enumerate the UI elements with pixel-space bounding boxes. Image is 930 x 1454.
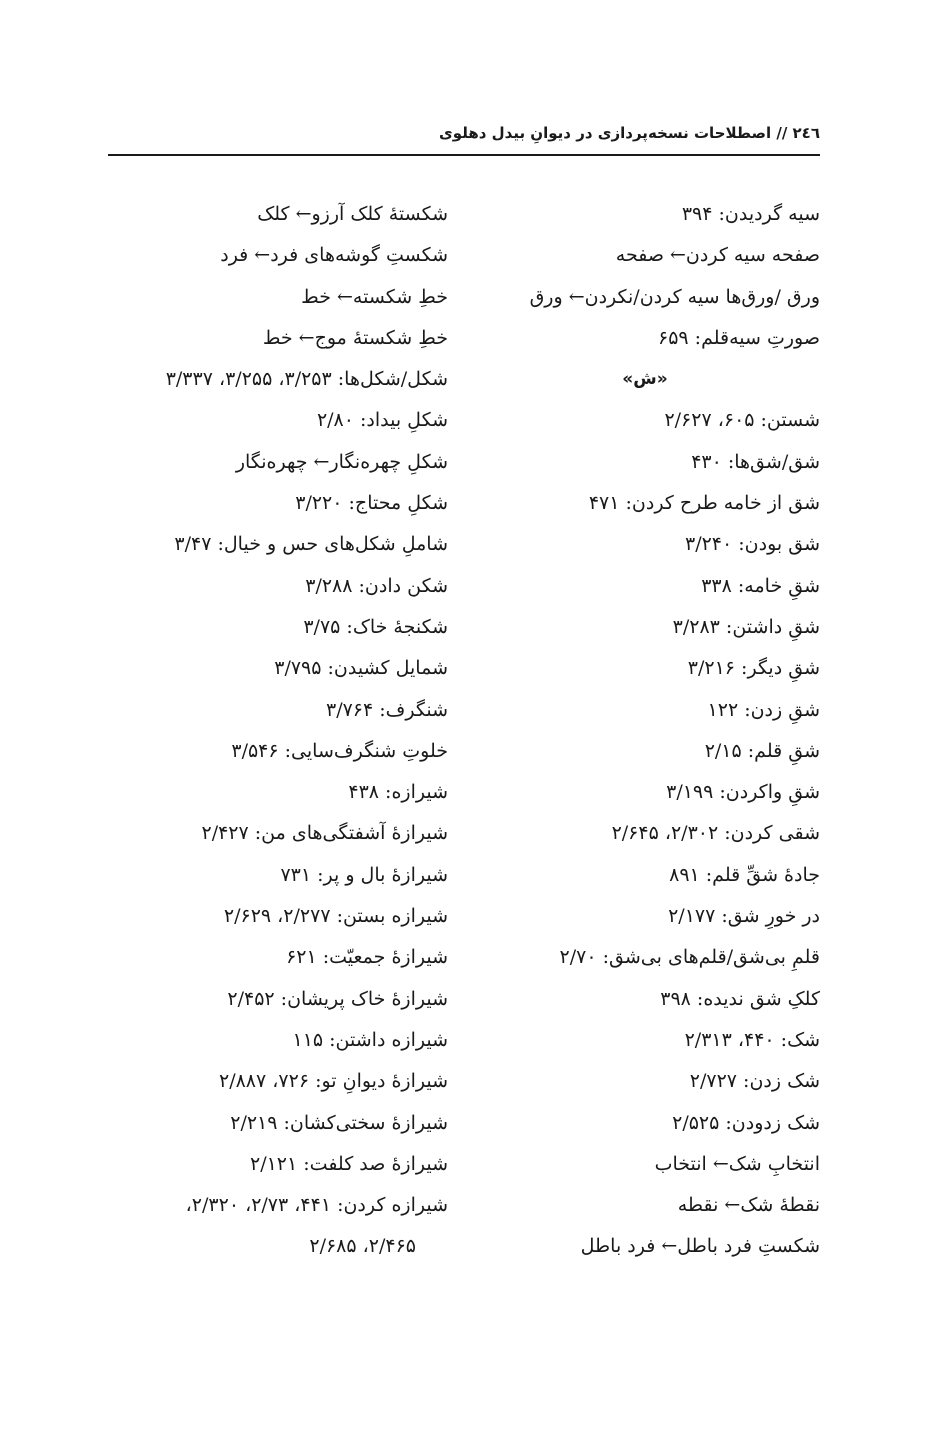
index-entry: شمایل کشیدن: ۳/۷۹۵ xyxy=(274,657,448,680)
index-entry: شکن دادن: ۳/۲۸۸ xyxy=(305,574,448,597)
running-head: ٢٤٦ // اصطلاحات نسخه‌پردازی در دیوانِ بیدل دهلوی xyxy=(439,124,820,142)
index-entry: شقِ قلم: ۲/۱۵ xyxy=(704,739,820,762)
index-column-left xyxy=(108,194,448,1268)
index-entry: نقطهٔ شک← نقطه xyxy=(677,1194,820,1217)
index-entry: شک زدن: ۲/۷۲۷ xyxy=(689,1070,820,1093)
index-entry: انتخابِ شک← انتخاب xyxy=(654,1152,820,1175)
index-entry: ورق /ورق‌ها سیه کردن/نکردن← ورق xyxy=(529,285,820,308)
index-entry: شکل/شکل‌ها: ۳/۲۵۳، ۳/۲۵۵، ۳/۳۳۷ xyxy=(165,368,448,391)
index-entry: شکلِ محتاج: ۳/۲۲۰ xyxy=(295,492,448,515)
index-entry: شیرازه داشتن: ۱۱۵ xyxy=(292,1028,448,1051)
index-entry: شق بودن: ۳/۲۴۰ xyxy=(685,533,820,556)
index-entry: شیرازهٔ بال و پر: ۷۳۱ xyxy=(280,863,448,886)
index-entry: شکستِ فرد باطل← فرد باطل xyxy=(580,1235,820,1258)
index-entry: قلمِ بی‌شق/قلم‌های بی‌شق: ۲/۷۰ xyxy=(559,946,820,969)
index-entry: صفحه سیه کردن← صفحه xyxy=(615,244,820,267)
index-entry: شیرازه کردن: ۴۴۱، ۲/۷۳، ۲/۳۲۰، xyxy=(185,1194,448,1217)
index-entry: سیه گردیدن: ۳۹۴ xyxy=(681,203,820,225)
index-column-right xyxy=(470,194,820,1268)
index-entry: شقِ خامه: ۳۳۸ xyxy=(701,574,820,597)
index-entry: شکستهٔ کلک آرزو← کلک xyxy=(257,203,448,225)
index-entry: شکنجهٔ خاک: ۳/۷۵ xyxy=(303,615,448,638)
index-entry: شق/شق‌ها: ۴۳۰ xyxy=(691,450,820,473)
header-rule xyxy=(108,154,820,156)
index-entry-continuation: ۲/۴۶۵، ۲/۶۸۵ xyxy=(309,1235,416,1258)
index-entry: شیرازهٔ دیوانِ تو: ۷۲۶، ۲/۸۸۷ xyxy=(219,1070,448,1093)
index-entry: شکلِ چهره‌نگار← چهره‌نگار xyxy=(235,450,448,473)
index-entry: شقِ واکردن: ۳/۱۹۹ xyxy=(666,781,820,804)
index-entry: شنگرف: ۳/۷۶۴ xyxy=(325,698,448,721)
index-entry: شقِ دیگر: ۳/۲۱۶ xyxy=(687,657,820,680)
section-heading-letter: «ش» xyxy=(622,369,668,390)
index-entry: شیرازهٔ صد کلفت: ۲/۱۲۱ xyxy=(249,1152,448,1175)
index-entry: شکستِ گوشه‌های فرد← فرد xyxy=(220,244,448,267)
index-entry: خطِ شکسته← خط xyxy=(301,285,448,308)
index-entry: شق از خامه طرح کردن: ۴۷۱ xyxy=(588,492,820,515)
index-entry: شک زدودن: ۲/۵۲۵ xyxy=(672,1111,820,1134)
index-entry: جادهٔ شقِّ قلم: ۸۹۱ xyxy=(669,863,820,886)
index-entry: شقی کردن: ۲/۳۰۲، ۲/۶۴۵ xyxy=(611,822,820,845)
index-entry: کلکِ شق ندیده: ۳۹۸ xyxy=(660,987,820,1010)
index-entry: در خورِ شق: ۲/۱۷۷ xyxy=(668,905,820,928)
index-entry: شیرازهٔ آشفتگی‌های من: ۲/۴۲۷ xyxy=(201,822,448,845)
index-entry: شیرازهٔ خاک پریشان: ۲/۴۵۲ xyxy=(227,987,448,1010)
index-entry: خطِ شکستهٔ موج← خط xyxy=(262,326,448,349)
index-entry: شستن: ۶۰۵، ۲/۶۲۷ xyxy=(664,409,820,432)
index-entry: شقِ زدن: ۱۲۲ xyxy=(707,698,820,721)
index-entry: شاملِ شکل‌های حس و خیال: ۳/۴۷ xyxy=(174,533,448,556)
index-entry: شیرازه بستن: ۲/۲۷۷، ۲/۶۲۹ xyxy=(223,905,448,928)
index-entry: خلوتِ شنگرف‌سایی: ۳/۵۴۶ xyxy=(231,739,448,762)
index-entry: شیرازهٔ جمعیّت: ۶۲۱ xyxy=(286,946,448,969)
index-entry: شقِ داشتن: ۳/۲۸۳ xyxy=(672,615,820,638)
index-entry: شیرازه: ۴۳۸ xyxy=(348,781,448,804)
index-entry: شیرازهٔ سختی‌کشان: ۲/۲۱۹ xyxy=(230,1111,448,1134)
index-entry: شکلِ بیداد: ۲/۸۰ xyxy=(316,409,448,432)
index-entry: صورتِ سیه‌قلم: ۶۵۹ xyxy=(658,326,820,349)
index-entry: شک: ۴۴۰، ۲/۳۱۳ xyxy=(684,1028,820,1051)
